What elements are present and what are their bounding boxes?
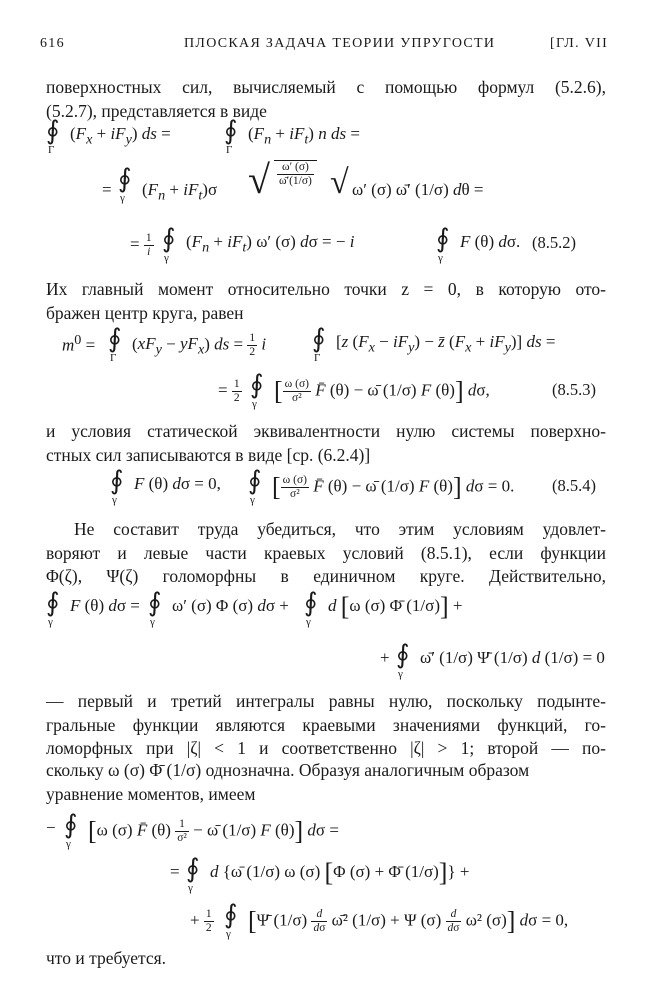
text-line: и условия статической эквивалентности нулю системы поверхно- bbox=[46, 421, 606, 441]
paragraph-6: что и требуется. bbox=[46, 948, 167, 968]
paragraph-5-line-5: уравнение моментов, имеем bbox=[46, 784, 256, 804]
paragraph-2 bbox=[46, 278, 606, 325]
text-line: Их главный момент относительно точки z = 0, в которую ото- bbox=[46, 279, 606, 299]
text-line: гральные функции являются краевыми значениями функций, го- bbox=[46, 714, 606, 735]
running-title: ПЛОСКАЯ ЗАДАЧА ТЕОРИИ УПРУГОСТИ bbox=[184, 36, 496, 51]
text-line: ломорфных при |ζ| < 1 и соответственно |ζ| > 1; второй — по- bbox=[46, 738, 606, 758]
page-number: 616 bbox=[40, 36, 65, 51]
paragraph-1 bbox=[46, 76, 606, 123]
equation-number: (8.5.4) bbox=[552, 476, 596, 495]
text-line: Φ(ζ), Ψ(ζ) голоморфны в единичном круге. Действительно, bbox=[46, 566, 606, 586]
paragraph-3 bbox=[46, 420, 606, 467]
text-line: Не составит труда убедиться, что этим условиям удовлет- bbox=[74, 519, 606, 539]
text-line: — первый и третий интегралы равны нулю, поскольку подынте- bbox=[46, 691, 606, 711]
paragraph-5-line-4: скольку ω (σ) Φ̄ (1/σ) однозначна. Образуя аналогичным образом bbox=[46, 760, 530, 780]
paragraph-5 bbox=[46, 690, 606, 761]
paragraph-4 bbox=[46, 518, 606, 589]
text-line: (5.2.7), представляется в виде bbox=[46, 100, 267, 121]
equation-number: (8.5.3) bbox=[552, 380, 596, 399]
text-line: бражен центр круга, равен bbox=[46, 302, 244, 323]
text-line: стных сил записываются в виде [ср. (6.2.4)] bbox=[46, 444, 371, 465]
book-page: 616 ПЛОСКАЯ ЗАДАЧА ТЕОРИИ УПРУГОСТИ [ГЛ. VII поверхностных сил, вычисляемый с помощью формул (5.2.6), (5.2.7), представляется в виде ∮ Γ $(F_x + iF_y)$ ds = ∮ Γ $(F_n + iF_t)$ n ds = ∮ γ = $(F_n + iF_t)\sigma$ √ $\frac{\omega' (\sigma)}{\omegā'(1/\sigma)}$ √ ω′ (σ) ω̄′ (1/σ) dθ = = $\frac{1}{i}$ ∮ γ $(F_n + iF_t)$ ω′ (σ) dσ = − i ∮ γ F (θ) dσ. (8.5.2) Их главный момент относительно точки z = 0, в которую ото- бражен центр круга, равен $m^0$ = ∮ Γ $(xF_y - yF_x)$ ds = $\frac{1}{2}$ i ∮ Γ [z $(F_x - iF_y)$ − z̄ $(F_x + iF_y)$] ds = = $\frac{1}{2}$ ∮ γ [ $\frac{\omega (\sigma)}{\text{σ²}}$ F̄ (θ) − ω̄ (1/σ) F (θ)] dσ, (8.5.3) и условия статической эквивалентности нулю системы поверхно- стных сил записываются в виде [ср. (6.2.4)] ∮ γ F (θ) dσ = 0, ∮ γ [ $\frac{\omega (\sigma)}{\text{σ²}}$ F̄ (θ) − ω̄ (1/σ) F (θ)] dσ = 0. (8.5.4) Не составит труда убедиться, что этим условиям удовлет- воряют и левые части краевых условий (8.5.1), если функции Φ(ζ), Ψ(ζ) голоморфны в единичном круге. Действительно, ∮ γ F (θ) dσ = ∮ γ ω′ (σ) Φ (σ) dσ + ∮ γ d [ω (σ) Φ̄ (1/σ)] + + ∮ γ ω̄′ (1/σ) Ψ̄ (1/σ) d (1/σ) = 0 — первый и третий интегралы равны нулю, поскольку подынте- гральные функции являются краевыми значениями функций, го- ломорфных при |ζ| < 1 и соответственно |ζ| > 1; второй — по- скольку ω (σ) Φ̄ (1/σ) однозначна. Образуя аналогичным образом уравнение моментов, имеем − ∮ γ [ω (σ) F̄ (θ) $\frac{1}{\text{σ²}}$ − ω̄ (1/σ) F (θ)] dσ = = ∮ γ d {ω̄ (1/σ) ω (σ) [Φ (σ) + Φ̄ (1/σ)]} + + $\frac{1}{2}$ ∮ γ [Ψ̄ (1/σ) $\frac{d}{d\sigma}$ ω̄² (1/σ) + Ψ (σ) $\frac{d}{d\sigma}$ ω² (σ)] dσ = 0, что и требуется. bbox=[40, 36, 609, 968]
chapter-label: [ГЛ. VII bbox=[550, 36, 609, 51]
text-line: поверхностных сил, вычисляемый с помощью формул (5.2.6), bbox=[46, 77, 606, 97]
equation-number: (8.5.2) bbox=[532, 233, 576, 252]
text-line: воряют и левые части краевых условий (8.5.1), если функции bbox=[46, 542, 606, 563]
